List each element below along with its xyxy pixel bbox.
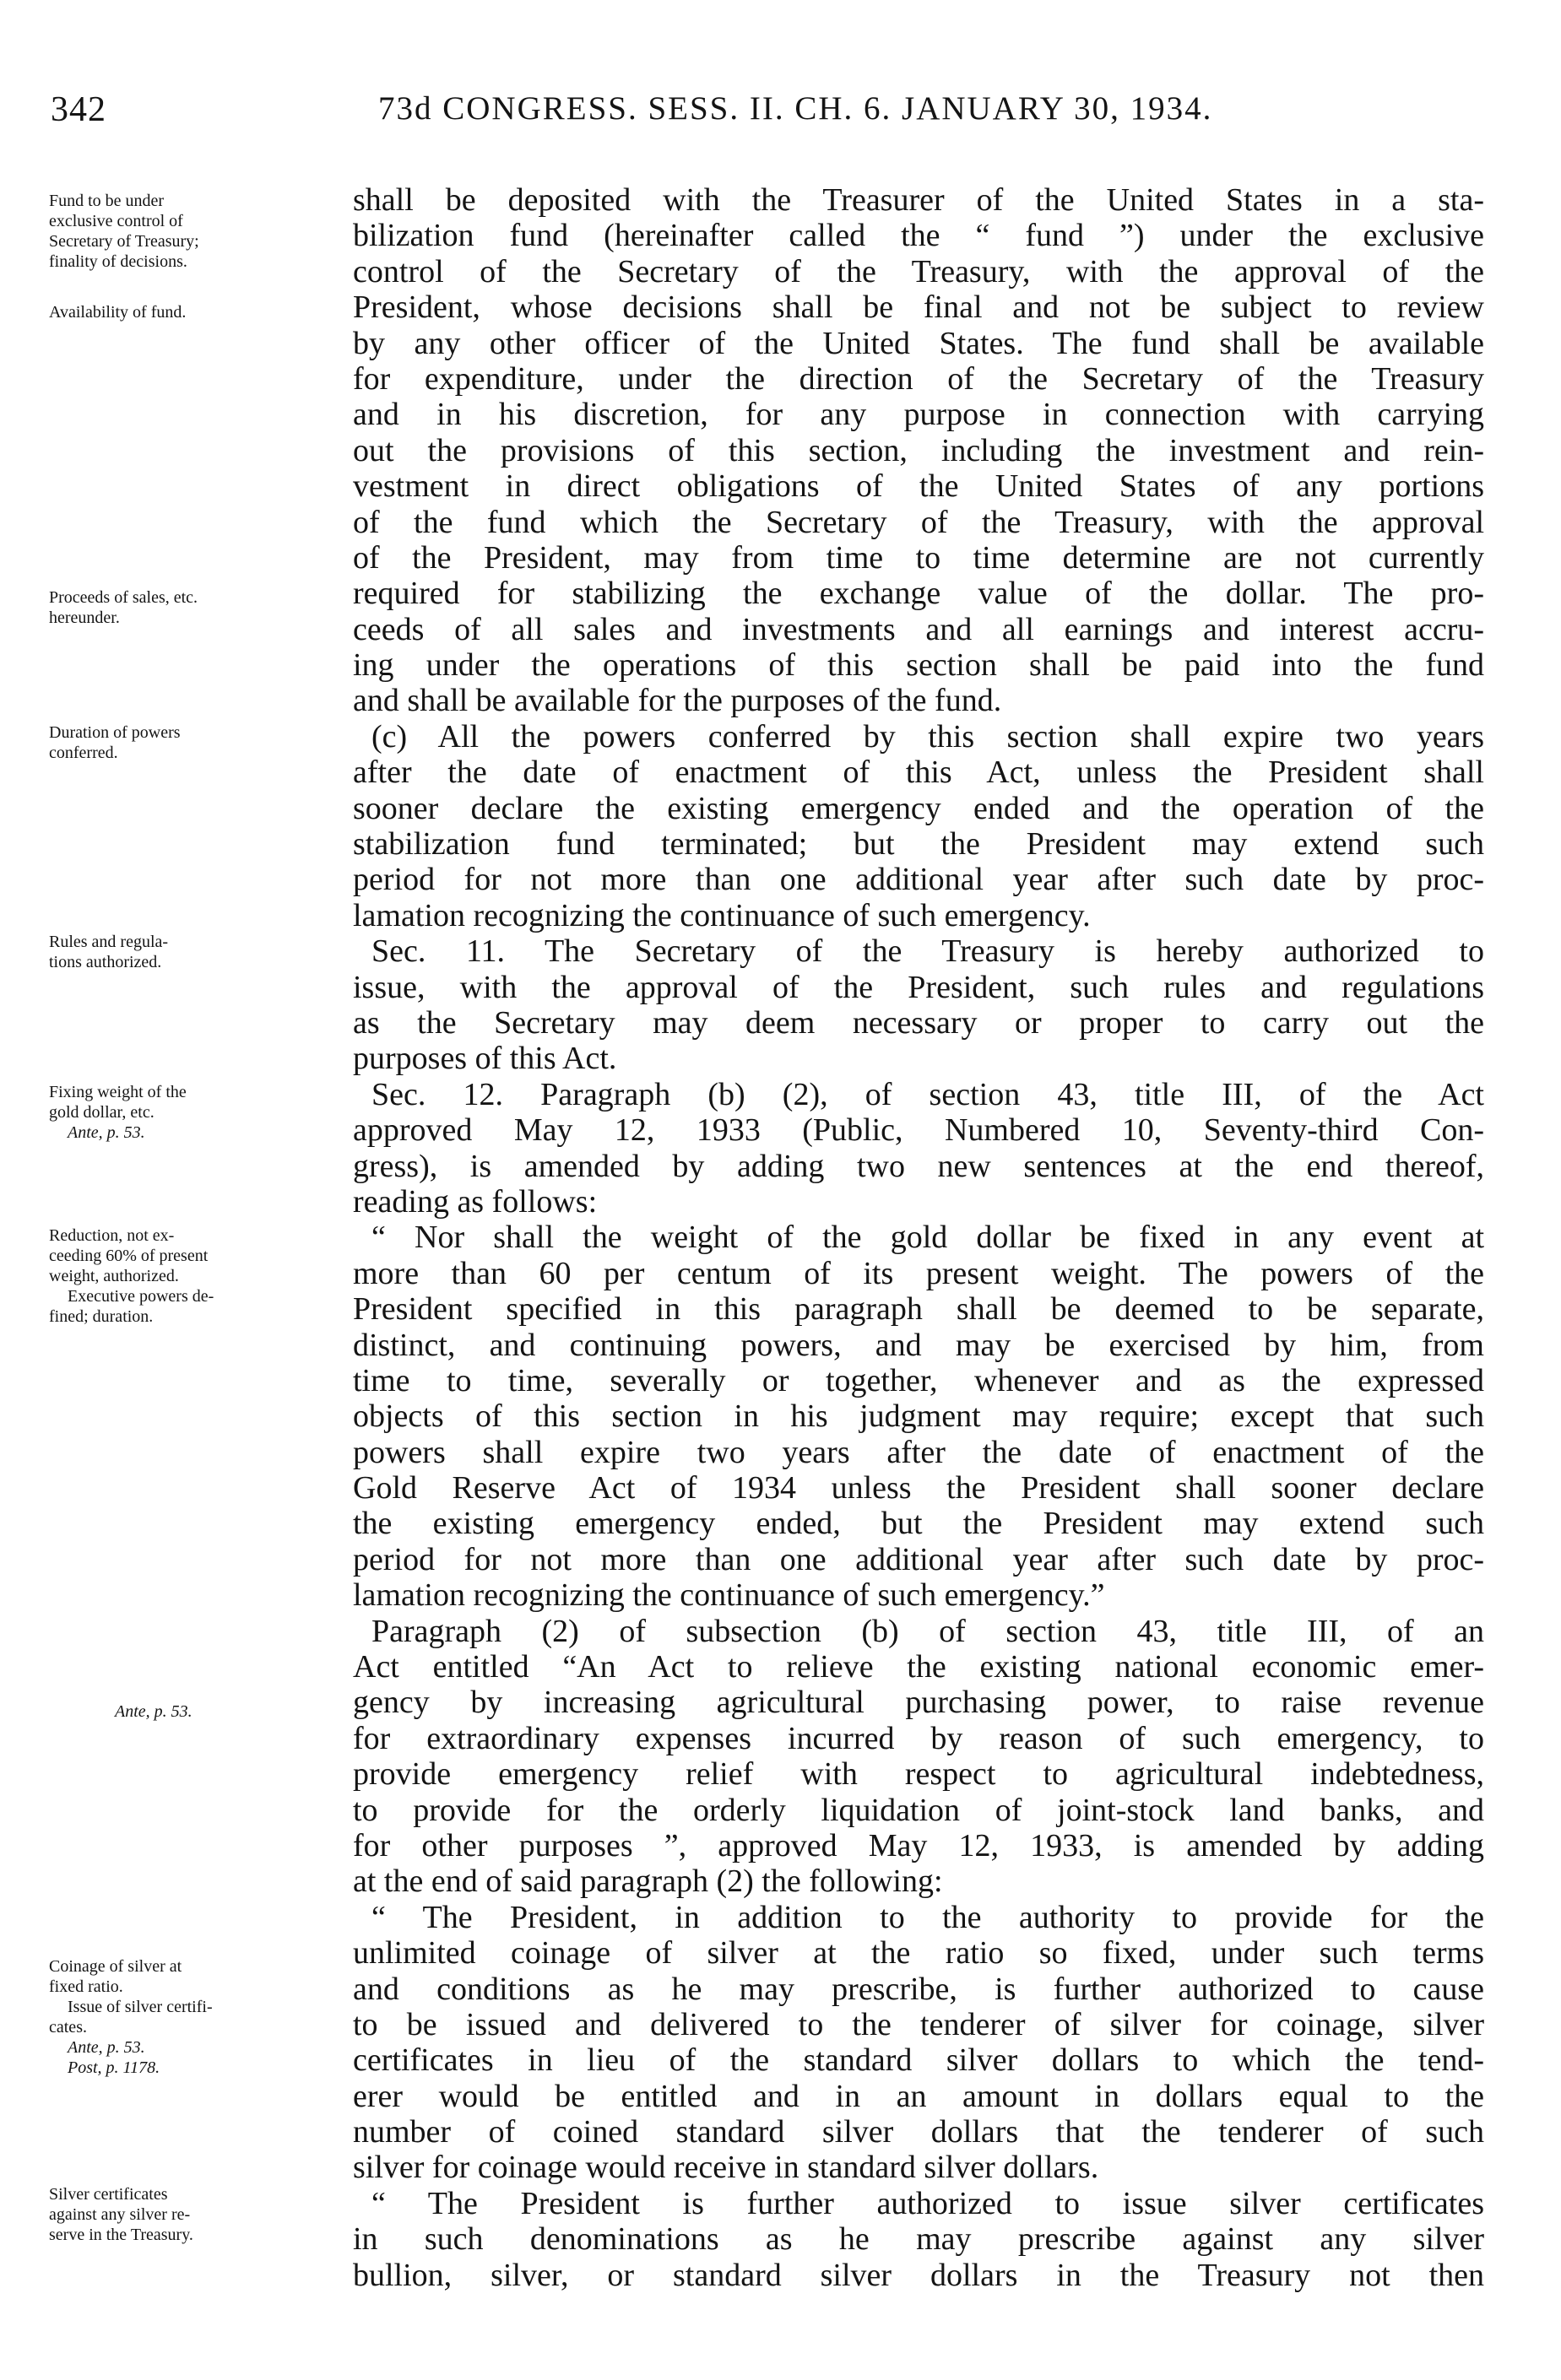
margin-note-fund-control (49, 191, 344, 272)
margin-notes (49, 191, 344, 2351)
margin-note-line: Secretary of Treasury; (49, 232, 199, 251)
text-line: “ The President is further authorized to issue silver certificates (371, 2185, 1484, 2221)
margin-note-availability (49, 302, 344, 322)
margin-note-line: Issue of silver certifi- (68, 1998, 213, 2016)
margin-note-line: Proceeds of sales, etc. (49, 588, 198, 607)
text-line: period for not more than one additional year after such date by proc- (353, 1541, 1484, 1577)
text-line: unlimited coinage of silver at the ratio so fixed, under such terms (353, 1935, 1484, 1972)
margin-note-coinage (49, 1956, 344, 2078)
margin-note-fixing-weight (49, 1082, 344, 1143)
margin-note-line: cates. (49, 2018, 87, 2037)
text-line: objects of this section in his judgment may require; except that such (353, 1398, 1484, 1435)
margin-note-line: Silver certificates (49, 2185, 168, 2204)
text-line: of the fund which the Secretary of the Treasury, with the approval (353, 504, 1484, 540)
text-line: Gold Reserve Act of 1934 unless the President shall sooner declare (353, 1470, 1484, 1506)
text-line: lamation recognizing the continuance of such emergency.” (353, 1577, 1105, 1614)
text-line: approved May 12, 1933 (Public, Numbered 10, Seventy-third Con- (353, 1112, 1484, 1149)
text-line: President specified in this paragraph shall be deemed to be separate, (353, 1291, 1484, 1328)
margin-note-line: ceeding 60% of present (49, 1247, 209, 1265)
margin-note-line: serve in the Treasury. (49, 2226, 193, 2244)
text-line: and conditions as he may prescribe, is further authorized to cause (353, 1971, 1484, 2007)
margin-note-line: Fund to be under (49, 192, 165, 210)
margin-note-line: Coinage of silver at (49, 1957, 182, 1976)
text-line: to be issued and delivered to the tenderer of silver for coinage, silver (353, 2006, 1484, 2042)
text-line: stabilization fund terminated; but the President may extend such (353, 826, 1484, 863)
text-line: “ Nor shall the weight of the gold dollar be fixed in any event at (371, 1220, 1484, 1256)
margin-note-line: Rules and regula- (49, 933, 169, 951)
page-number: 342 (51, 90, 106, 129)
text-line: in such denominations as he may prescribe against any silver (353, 2221, 1484, 2258)
text-line: gency by increasing agricultural purchasing power, to raise revenue (353, 1685, 1484, 1721)
margin-note-duration (49, 722, 344, 763)
margin-note-line: Reduction, not ex- (49, 1226, 175, 1245)
margin-note-line: Duration of powers (49, 723, 181, 742)
margin-note-line: Availability of fund. (49, 303, 187, 322)
text-line: and shall be available for the purposes of the fund. (353, 683, 1002, 719)
text-line: required for stabilizing the exchange value of the dollar. The pro- (353, 576, 1484, 612)
margin-note-line: Ante, p. 53. (68, 1123, 145, 1142)
text-line: for other purposes ”, approved May 12, 1933, is amended by adding (353, 1827, 1484, 1863)
text-line: shall be deposited with the Treasurer of the United States in a sta- (353, 182, 1484, 218)
margin-note-line: conferred. (49, 744, 118, 762)
margin-note-line: Ante, p. 53. (68, 2038, 145, 2057)
text-line: powers shall expire two years after the date of enactment of the (353, 1434, 1484, 1470)
text-line: ing under the operations of this section shall be paid into the fund (353, 647, 1484, 684)
text-line: for expenditure, under the direction of the Secretary of the Treasury (353, 360, 1484, 397)
margin-note-line: Ante, p. 53. (115, 1702, 192, 1721)
margin-note-rules (49, 932, 344, 972)
text-line: out the provisions of this section, including the investment and rein- (353, 432, 1484, 468)
margin-note-reduction (49, 1225, 344, 1327)
text-line: more than 60 per centum of its present weight. The powers of the (353, 1255, 1484, 1291)
text-line: certificates in lieu of the standard silver dollars to which the tend- (353, 2042, 1484, 2079)
text-line: as the Secretary may deem necessary or proper to carry out the (353, 1004, 1484, 1041)
margin-note-line: weight, authorized. (49, 1267, 179, 1285)
text-line: erer would be entitled and in an amount in dollars equal to the (353, 2078, 1484, 2114)
body-text (353, 182, 1484, 2293)
text-line: lamation recognizing the continuance of such emergency. (353, 897, 1091, 933)
text-line: bullion, silver, or standard silver dollars in the Treasury not then (353, 2257, 1484, 2293)
text-line: sooner declare the existing emergency ended and the operation of the (353, 790, 1484, 826)
margin-note-line: finality of decisions. (49, 252, 187, 271)
text-line: by any other officer of the United States. The fund shall be available (353, 325, 1484, 361)
margin-note-line: fixed ratio. (49, 1977, 123, 1996)
text-line: Sec. 12. Paragraph (b) (2), of section 43, title III, of the Act (371, 1076, 1484, 1112)
text-line: Sec. 11. The Secretary of the Treasury is hereby authorized to (371, 933, 1484, 970)
text-line: to provide for the orderly liquidation of joint-stock land banks, and (353, 1792, 1484, 1828)
text-line: vestment in direct obligations of the United States of any portions (353, 468, 1484, 505)
margin-note-line: tions authorized. (49, 953, 162, 971)
text-line: bilization fund (hereinafter called the “ fund ”) under the exclusive (353, 218, 1484, 254)
margin-note-line: exclusive control of (49, 212, 183, 230)
text-line: “ The President, in addition to the authority to provide for the (371, 1899, 1484, 1935)
margin-note-line: Post, p. 1178. (68, 2058, 160, 2077)
text-line: and in his discretion, for any purpose in connection with carrying (353, 397, 1484, 433)
margin-note-line: Fixing weight of the (49, 1083, 187, 1101)
margin-note-silver-certificates (49, 2184, 344, 2245)
margin-note-proceeds (49, 587, 344, 628)
text-line: gress), is amended by adding two new sentences at the end thereof, (353, 1148, 1484, 1184)
text-line: the existing emergency ended, but the President may extend such (353, 1506, 1484, 1542)
text-line: purposes of this Act. (353, 1041, 617, 1077)
text-line: time to time, severally or together, whenever and as the expressed (353, 1362, 1484, 1398)
text-line: period for not more than one additional year after such date by proc- (353, 862, 1484, 898)
text-line: Act entitled “An Act to relieve the existing national economic emer- (353, 1649, 1484, 1685)
margin-note-line: Executive powers de- (68, 1287, 214, 1306)
text-line: at the end of said paragraph (2) the following: (353, 1863, 943, 1900)
text-line: ceeds of all sales and investments and all earnings and interest accru- (353, 611, 1484, 647)
margin-note-line: against any silver re- (49, 2205, 191, 2224)
margin-note-line: gold dollar, etc. (49, 1103, 154, 1122)
text-line: distinct, and continuing powers, and may be exercised by him, from (353, 1327, 1484, 1363)
page-header (51, 89, 1493, 140)
text-line: of the President, may from time to time determine are not currently (353, 539, 1484, 576)
margin-note-line: hereunder. (49, 609, 120, 627)
text-line: (c) All the powers conferred by this section shall expire two years (371, 718, 1484, 755)
text-line: reading as follows: (353, 1183, 598, 1220)
text-line: control of the Secretary of the Treasury, with the approval of the (353, 253, 1484, 289)
text-line: provide emergency relief with respect to agricultural indebtedness, (353, 1756, 1484, 1793)
running-head: 73d CONGRESS. SESS. II. CH. 6. JANUARY 30, 1934. (378, 90, 1213, 127)
text-line: silver for coinage would receive in standard silver dollars. (353, 2150, 1099, 2186)
text-line: for extraordinary expenses incurred by reason of such emergency, to (353, 1720, 1484, 1756)
text-line: issue, with the approval of the President, such rules and regulations (353, 969, 1484, 1005)
text-line: Paragraph (2) of subsection (b) of section 43, title III, of an (371, 1613, 1484, 1649)
text-line: number of coined standard silver dollars that the tenderer of such (353, 2114, 1484, 2150)
text-line: after the date of enactment of this Act, unless the President shall (353, 755, 1484, 791)
margin-note-line: fined; duration. (49, 1307, 154, 1326)
text-line: President, whose decisions shall be final and not be subject to review (353, 289, 1484, 326)
